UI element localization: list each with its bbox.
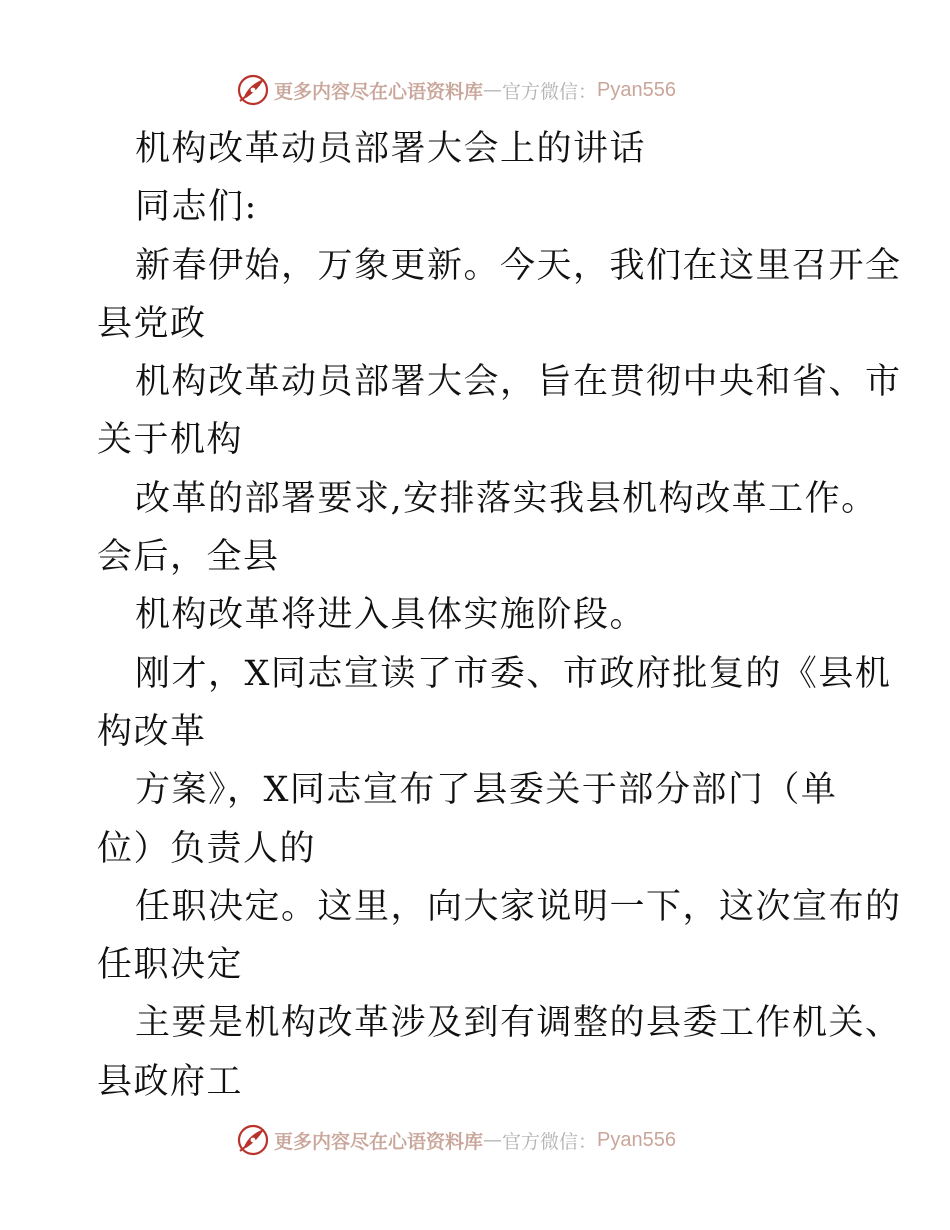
text-line: 方案》，X同志宣布了县委关于部分部门（单: [135, 770, 838, 811]
text-line: 会后，全县: [97, 537, 280, 578]
document-title: 机构改革动员部署大会上的讲话: [135, 129, 647, 169]
text-line: 机构改革将进入具体实施阶段。: [135, 595, 647, 636]
text-line: 主要是机构改革涉及到有调整的县委工作机关、: [135, 1003, 902, 1044]
watermark-label: 官方微信：: [502, 1130, 598, 1153]
watermark-account: Pyan556: [597, 1128, 676, 1151]
text-line: 机构改革动员部署大会，旨在贯彻中央和省、市: [135, 362, 902, 403]
text-line: 关于机构: [97, 420, 244, 461]
watermark-text: 更多内容尽在心语资料库: [274, 1130, 484, 1153]
text-line: 新春伊始，万象更新。今天，我们在这里召开全: [135, 245, 902, 286]
text-line: 县政府工: [97, 1061, 244, 1102]
footer-watermark: [236, 1122, 676, 1158]
text-line: 任职决定。这里，向大家说明一下，这次宣布的: [135, 886, 902, 927]
text-line: 位）负责人的: [97, 828, 317, 869]
text-line: 县党政: [97, 303, 207, 344]
pen-nib-circle-icon: [236, 73, 270, 107]
text-line: 构改革: [97, 711, 207, 752]
watermark-label: 官方微信：: [502, 80, 598, 103]
watermark-separator: —: [483, 1129, 503, 1151]
document-body: [97, 120, 902, 1111]
header-watermark: [236, 72, 676, 108]
text-line: 改革的部署要求,安排落实我县机构改革工作。: [135, 478, 878, 519]
salutation: 同志们:: [135, 187, 258, 228]
watermark-account: Pyan556: [597, 78, 676, 101]
watermark-separator: —: [483, 79, 503, 101]
text-line: 刚才，X同志宣读了市委、市政府批复的《县机: [135, 653, 892, 694]
pen-nib-circle-icon: [236, 1123, 270, 1157]
text-line: 任职决定: [97, 945, 244, 986]
watermark-text: 更多内容尽在心语资料库: [274, 80, 484, 103]
